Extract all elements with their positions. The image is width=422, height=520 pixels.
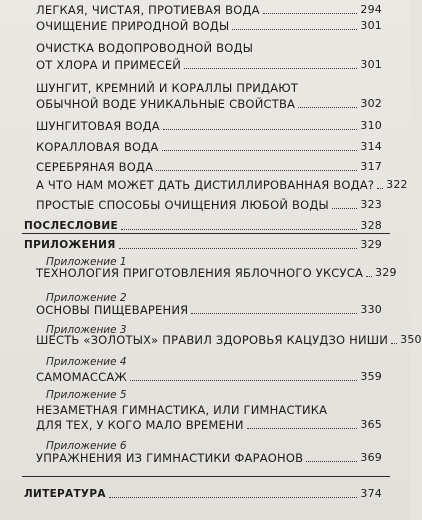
page-number: 350: [400, 333, 422, 346]
entry-title: ТЕХНОЛОГИЯ ПРИГОТОВЛЕНИЯ ЯБЛОЧНОГО УКСУСА: [36, 266, 364, 280]
dot-leader: [119, 248, 358, 249]
entry-title: ОБЫЧНОЙ ВОДЕ УНИКАЛЬНЫЕ СВОЙСТВА: [36, 97, 296, 111]
page-number: 369: [360, 451, 382, 464]
dot-leader: [366, 276, 372, 277]
appendix-label: Приложение 1: [46, 256, 127, 268]
page-number: 374: [360, 487, 382, 500]
appendix-label: Приложение 2: [46, 292, 127, 304]
entry-title-line: ОЧИСТКА ВОДОПРОВОДНОЙ ВОДЫ: [36, 41, 254, 55]
dot-leader: [191, 313, 357, 314]
entry-title: ДЛЯ ТЕХ, У КОГО МАЛО ВРЕМЕНИ: [36, 418, 244, 432]
dot-leader: [156, 170, 357, 171]
page-number: 301: [360, 58, 382, 71]
entry-title: ОСНОВЫ ПИЩЕВАРЕНИЯ: [36, 303, 189, 317]
dot-leader: [130, 380, 357, 381]
dot-leader: [247, 428, 358, 429]
page-number: 365: [360, 418, 382, 431]
dot-leader: [162, 150, 358, 151]
entry-title: СЕРЕБРЯНАЯ ВОДА: [36, 160, 154, 174]
page-number: 317: [360, 160, 382, 173]
entry-title: ОЧИЩЕНИЕ ПРИРОДНОЙ ВОДЫ: [36, 19, 230, 33]
entry-title: ШЕСТЬ «ЗОЛОТЫХ» ПРАВИЛ ЗДОРОВЬЯ КАЦУДЗО НИШИ: [36, 333, 389, 347]
dot-leader: [391, 343, 397, 344]
page-number: 310: [360, 119, 382, 132]
page-number: 329: [375, 266, 397, 279]
page-number: 314: [360, 140, 382, 153]
page-number: 322: [386, 178, 408, 191]
entry-title: САМОМАССАЖ: [36, 370, 127, 384]
appendix-label: Приложение 3: [46, 324, 127, 336]
page-number: 328: [360, 219, 382, 232]
page-number: 294: [360, 3, 382, 16]
dot-leader: [377, 188, 383, 189]
page-number: 329: [360, 238, 382, 251]
dot-leader: [232, 29, 357, 30]
section-title: ЛИТЕРАТУРА: [24, 488, 106, 500]
entry-title: КОРАЛЛОВАЯ ВОДА: [36, 140, 159, 154]
dot-leader: [298, 107, 357, 108]
dot-leader: [121, 229, 357, 230]
dot-leader: [306, 461, 357, 462]
entry-title-line: НЕЗАМЕТНАЯ ГИМНАСТИКА, ИЛИ ГИМНАСТИКА: [36, 403, 328, 417]
dot-leader: [184, 68, 357, 69]
page-number: 323: [360, 198, 382, 211]
page-number: 301: [360, 19, 382, 32]
dot-leader: [332, 208, 358, 209]
appendix-label: Приложение 5: [46, 389, 127, 401]
appendix-label: Приложение 6: [46, 440, 127, 452]
page-number: 302: [360, 97, 382, 110]
entry-title: ШУНГИТОВАЯ ВОДА: [36, 119, 160, 133]
section-title: ПОСЛЕСЛОВИЕ: [24, 220, 118, 232]
section-title: ПРИЛОЖЕНИЯ: [24, 239, 116, 251]
entry-title: ЛЕГКАЯ, ЧИСТАЯ, ПРОТИЕВАЯ ВОДА: [36, 3, 260, 17]
entry-title: ПРОСТЫЕ СПОСОБЫ ОЧИЩЕНИЯ ЛЮБОЙ ВОДЫ: [36, 198, 329, 212]
page-number: 330: [360, 303, 382, 316]
section-divider: [22, 476, 390, 477]
appendix-label: Приложение 4: [46, 356, 127, 368]
entry-title: ОТ ХЛОРА И ПРИМЕСЕЙ: [36, 58, 182, 72]
dot-leader: [109, 497, 358, 498]
entry-title: УПРАЖНЕНИЯ ИЗ ГИМНАСТИКИ ФАРАОНОВ: [36, 451, 304, 465]
dot-leader: [163, 129, 358, 130]
entry-title: А ЧТО НАМ МОЖЕТ ДАТЬ ДИСТИЛЛИРОВАННАЯ ВОДА?: [36, 178, 375, 192]
page-number: 359: [360, 370, 382, 383]
dot-leader: [263, 13, 358, 14]
entry-title-line: ШУНГИТ, КРЕМНИЙ И КОРАЛЛЫ ПРИДАЮТ: [36, 81, 299, 95]
section-divider: [22, 233, 390, 234]
